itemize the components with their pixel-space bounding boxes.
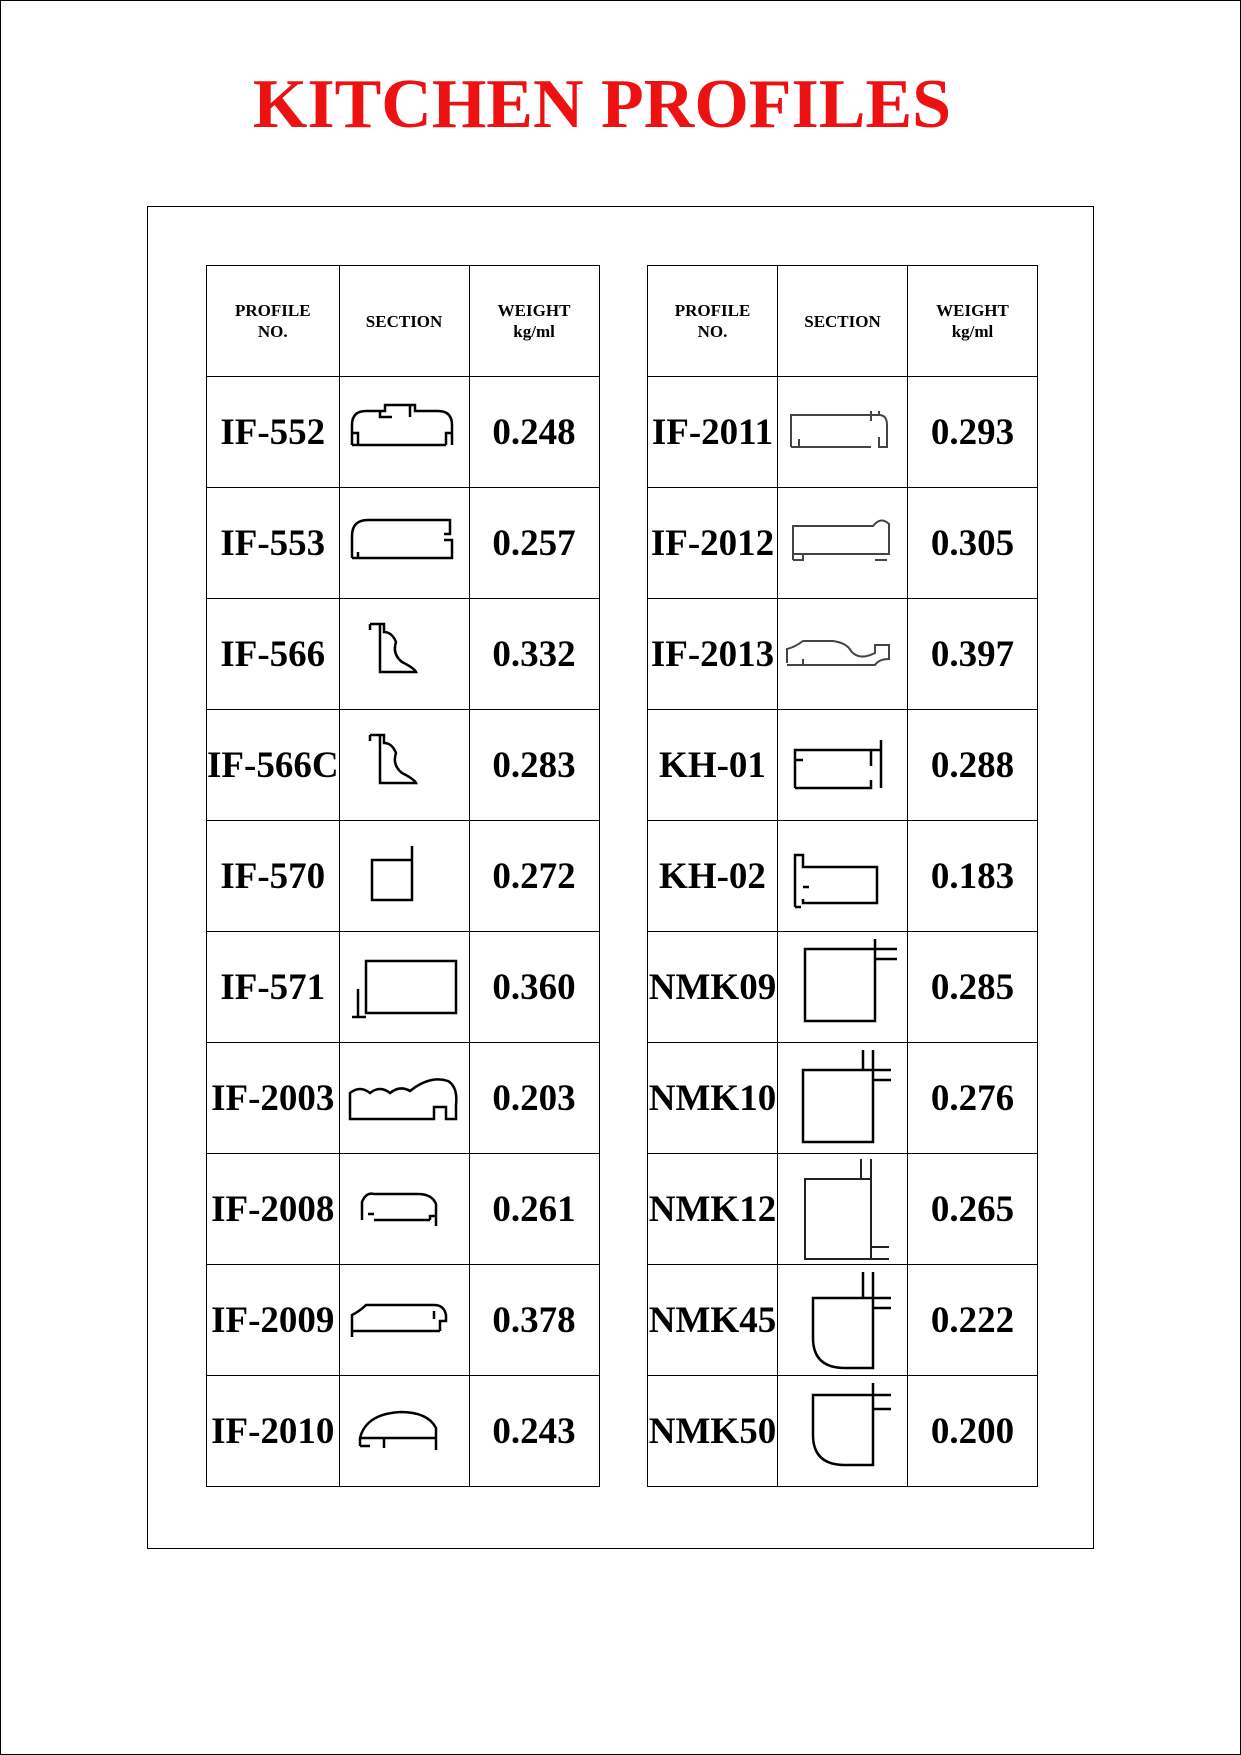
table-row (207, 821, 600, 932)
profile-number: NMK45 (648, 1265, 778, 1376)
profile-number: IF-566 (207, 599, 340, 710)
profile-number: IF-2013 (648, 599, 778, 710)
header-weight: WEIGHT kg/ml (908, 266, 1038, 377)
profile-section-icon (779, 822, 907, 930)
section-drawing-cell (339, 932, 469, 1043)
profiles-table-right (647, 265, 1038, 1487)
profile-weight: 0.222 (908, 1265, 1038, 1376)
profile-section-icon (779, 378, 907, 486)
profile-section-icon (340, 489, 468, 597)
section-drawing-cell (778, 821, 908, 932)
profile-weight: 0.261 (469, 1154, 599, 1265)
profile-section-icon (779, 489, 907, 597)
profile-section-icon (340, 1266, 468, 1374)
profile-weight: 0.272 (469, 821, 599, 932)
profile-number: NMK10 (648, 1043, 778, 1154)
page-title: KITCHEN PROFILES (252, 66, 952, 143)
profile-section-icon (779, 711, 907, 819)
profile-number: IF-552 (207, 377, 340, 488)
header-profile-no: PROFILE NO. (648, 266, 778, 377)
profile-number: NMK12 (648, 1154, 778, 1265)
table-row (648, 932, 1038, 1043)
profile-section-icon (340, 1377, 468, 1485)
table-row (207, 1154, 600, 1265)
profile-section-icon (340, 1044, 468, 1152)
profiles-table-left (206, 265, 600, 1487)
profile-section-icon (340, 378, 468, 486)
profile-weight: 0.283 (469, 710, 599, 821)
header-section: SECTION (778, 266, 908, 377)
profile-number: IF-570 (207, 821, 340, 932)
profile-section-icon (340, 933, 468, 1041)
profile-number: IF-2003 (207, 1043, 340, 1154)
table-row (207, 1043, 600, 1154)
profile-section-icon (779, 1377, 907, 1485)
profile-weight: 0.378 (469, 1265, 599, 1376)
header-profile-no: PROFILE NO. (207, 266, 340, 377)
section-drawing-cell (778, 1043, 908, 1154)
table-row (207, 932, 600, 1043)
table-row (648, 377, 1038, 488)
section-drawing-cell (339, 1043, 469, 1154)
table-row (207, 1265, 600, 1376)
profile-weight: 0.397 (908, 599, 1038, 710)
profile-number: IF-2009 (207, 1265, 340, 1376)
header-weight: WEIGHT kg/ml (469, 266, 599, 377)
profile-weight: 0.257 (469, 488, 599, 599)
table-row (207, 710, 600, 821)
profile-weight: 0.305 (908, 488, 1038, 599)
table-row (648, 1154, 1038, 1265)
profile-weight: 0.248 (469, 377, 599, 488)
profile-weight: 0.332 (469, 599, 599, 710)
section-drawing-cell (339, 821, 469, 932)
profile-weight: 0.265 (908, 1154, 1038, 1265)
profile-weight: 0.183 (908, 821, 1038, 932)
profile-number: IF-571 (207, 932, 340, 1043)
profile-section-icon (779, 1266, 907, 1374)
section-drawing-cell (778, 1154, 908, 1265)
profile-number: IF-2008 (207, 1154, 340, 1265)
table-row (648, 1043, 1038, 1154)
section-drawing-cell (339, 1154, 469, 1265)
section-drawing-cell (778, 488, 908, 599)
profile-weight: 0.288 (908, 710, 1038, 821)
table-row (648, 821, 1038, 932)
section-drawing-cell (339, 377, 469, 488)
table-header-row (648, 266, 1038, 377)
profile-number: KH-02 (648, 821, 778, 932)
table-row (648, 488, 1038, 599)
profile-number: NMK09 (648, 932, 778, 1043)
profile-weight: 0.360 (469, 932, 599, 1043)
profile-section-icon (340, 600, 468, 708)
section-drawing-cell (339, 1265, 469, 1376)
profile-weight: 0.285 (908, 932, 1038, 1043)
profile-section-icon (340, 822, 468, 930)
section-drawing-cell (778, 599, 908, 710)
profile-weight: 0.200 (908, 1376, 1038, 1487)
table-row (648, 710, 1038, 821)
profile-weight: 0.203 (469, 1043, 599, 1154)
profile-weight: 0.276 (908, 1043, 1038, 1154)
table-row (207, 488, 600, 599)
profile-number: IF-553 (207, 488, 340, 599)
table-row (207, 1376, 600, 1487)
section-drawing-cell (778, 377, 908, 488)
section-drawing-cell (339, 599, 469, 710)
header-section: SECTION (339, 266, 469, 377)
section-drawing-cell (339, 710, 469, 821)
section-drawing-cell (778, 1376, 908, 1487)
section-drawing-cell (778, 1265, 908, 1376)
table-header-row (207, 266, 600, 377)
profile-number: IF-2012 (648, 488, 778, 599)
profile-weight: 0.243 (469, 1376, 599, 1487)
profile-section-icon (779, 1155, 907, 1263)
profile-section-icon (340, 1155, 468, 1263)
table-row (207, 599, 600, 710)
profile-number: IF-2011 (648, 377, 778, 488)
section-drawing-cell (778, 710, 908, 821)
section-drawing-cell (778, 932, 908, 1043)
section-drawing-cell (339, 488, 469, 599)
profile-section-icon (779, 1044, 907, 1152)
table-row (207, 377, 600, 488)
profile-number: IF-2010 (207, 1376, 340, 1487)
section-drawing-cell (339, 1376, 469, 1487)
profile-section-icon (779, 600, 907, 708)
profile-section-icon (340, 711, 468, 819)
table-row (648, 1265, 1038, 1376)
profile-number: IF-566C (207, 710, 340, 821)
profile-number: NMK50 (648, 1376, 778, 1487)
profile-number: KH-01 (648, 710, 778, 821)
table-row (648, 1376, 1038, 1487)
profile-weight: 0.293 (908, 377, 1038, 488)
table-row (648, 599, 1038, 710)
profile-section-icon (779, 933, 907, 1041)
